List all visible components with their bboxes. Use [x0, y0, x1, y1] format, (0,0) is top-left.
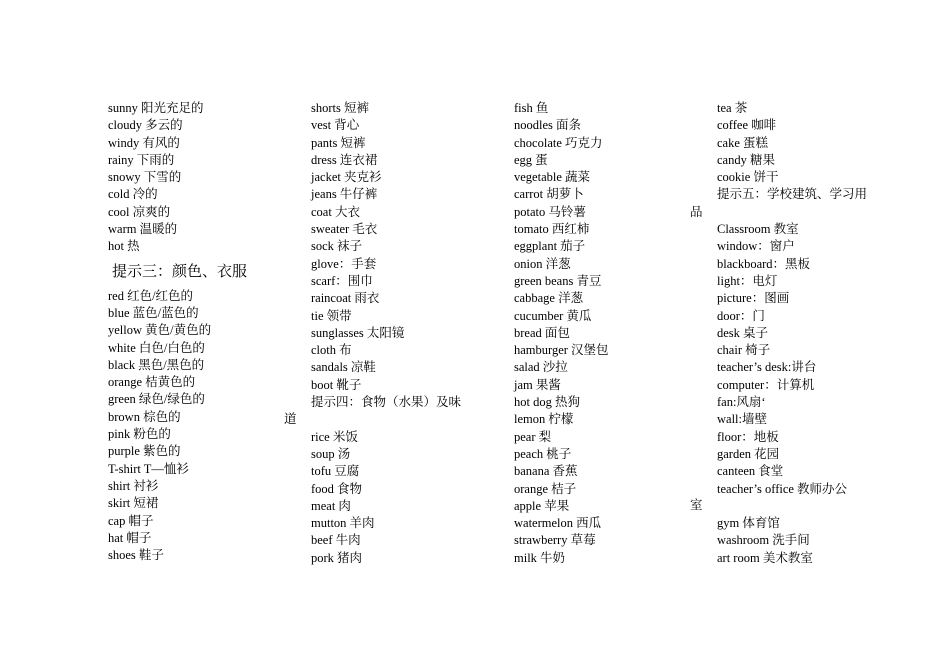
vocab-line: sunglasses 太阳镜: [311, 325, 405, 340]
vocab-line: apple 苹果: [514, 498, 570, 513]
vocab-line: floor：地板: [717, 429, 779, 444]
vocab-line: fish 鱼: [514, 101, 549, 115]
vocab-line: [717, 204, 867, 221]
section-heading: 提示三：颜色、衣服: [112, 263, 248, 280]
vocab-line: purple 紫色的: [108, 444, 181, 459]
vocab-line: teacher’s desk:讲台: [717, 360, 817, 375]
vocab-line: orange 桔黄色的: [108, 375, 196, 390]
vocab-line: raincoat 雨衣: [311, 291, 380, 306]
vocab-line: teacher’s office 教师办公: [717, 481, 848, 496]
vocab-line: salad 沙拉: [514, 360, 568, 375]
vocab-line: carrot 胡萝卜: [514, 187, 584, 202]
vocab-line: cap 帽子: [108, 513, 154, 528]
vocab-line: sweater 毛衣: [311, 222, 378, 237]
vocab-line: cool 凉爽的: [108, 204, 171, 219]
vocab-line: desk 桌子: [717, 325, 769, 340]
vocab-line: vest 背心: [311, 118, 360, 133]
vocab-line: chocolate 巧克力: [514, 135, 603, 150]
vocab-line: peach 桃子: [514, 446, 572, 461]
vocab-line: hot dog 热狗: [514, 395, 580, 410]
vocab-line: windy 有风的: [108, 135, 180, 150]
vocab-line: skirt 短裙: [108, 496, 159, 511]
vocab-line: shoes 鞋子: [108, 548, 164, 563]
vocab-line: green 绿色/绿色的: [108, 392, 205, 407]
vocab-line: candy 糖果: [717, 152, 775, 167]
vocab-line: fan:风扇‘: [717, 395, 766, 410]
vocab-line: chair 椅子: [717, 343, 771, 358]
vocab-line: jeans 牛仔裤: [311, 187, 378, 202]
vocab-line: cookie 饼干: [717, 170, 779, 185]
vocab-line: T-shirt T—恤衫: [108, 461, 189, 476]
vocab-line: jam 果酱: [514, 377, 561, 392]
vocab-line: light：电灯: [717, 273, 778, 288]
vocab-line: jacket 夹克衫: [311, 170, 382, 185]
vocab-line: coat 大衣: [311, 204, 360, 219]
vocab-line: sock 袜子: [311, 239, 363, 254]
vocab-line: sandals 凉鞋: [311, 360, 376, 375]
vocab-line: green beans 青豆: [514, 273, 602, 288]
vocab-line: wall:墙壁: [717, 412, 767, 427]
vocab-line: dress 连衣裙: [311, 152, 378, 167]
vocab-line: tofu 豆腐: [311, 464, 360, 479]
vocab-line: computer：计算机: [717, 377, 815, 392]
vocab-line: shorts 短裤: [311, 101, 369, 115]
vocab-line: art room 美术教室: [717, 550, 813, 565]
vocab-line: [311, 411, 461, 428]
vocab-line: black 黑色/黑色的: [108, 357, 205, 372]
vocab-line: garden 花园: [717, 446, 780, 461]
vocab-line: tea 茶: [717, 101, 748, 115]
column-4: [717, 100, 867, 567]
vocab-line: milk 牛奶: [514, 550, 566, 565]
column-2: [311, 100, 461, 567]
vocab-line: soup 汤: [311, 446, 351, 461]
vocab-line: pork 猪肉: [311, 550, 363, 565]
column-1: [108, 100, 247, 564]
vocab-line: 提示四：食物（水果）及味: [311, 395, 462, 410]
vocab-line: warm 温暖的: [108, 222, 178, 237]
vocab-line: brown 棕色的: [108, 409, 181, 424]
column-3: [514, 100, 609, 567]
vocab-line: hamburger 汉堡包: [514, 343, 609, 358]
vocab-line: vegetable 蔬菜: [514, 170, 591, 185]
vocab-line: white 白色/白色的: [108, 340, 205, 355]
vocab-line: 提示五：学校建筑、学习用: [717, 187, 868, 202]
vocab-line: glove：手套: [311, 256, 377, 271]
vocab-line: food 食物: [311, 481, 363, 496]
vocab-line: tie 领带: [311, 308, 352, 323]
vocab-line: banana 香蕉: [514, 464, 578, 479]
vocab-line: strawberry 草莓: [514, 533, 596, 548]
vocab-line: [717, 498, 867, 515]
vocab-line: washroom 洗手间: [717, 533, 810, 548]
vocab-line: hot 热: [108, 239, 140, 254]
vocab-line: bread 面包: [514, 325, 570, 340]
vocab-line: blackboard：黑板: [717, 256, 811, 271]
vocab-line: noodles 面条: [514, 118, 582, 133]
vocab-line: gym 体育馆: [717, 516, 780, 531]
vocab-line: orange 桔子: [514, 481, 577, 496]
wrapped-char-dao: 道: [284, 412, 297, 426]
vocab-line: door：门: [717, 308, 765, 323]
vocab-line: beef 牛肉: [311, 533, 361, 548]
wrapped-char-pin: 品: [690, 205, 703, 219]
vocab-line: window：窗户: [717, 239, 795, 254]
vocab-line: coffee 咖啡: [717, 118, 777, 133]
vocab-line: meat 肉: [311, 498, 351, 513]
vocab-line: blue 蓝色/蓝色的: [108, 305, 199, 320]
vocab-line: scarf：围巾: [311, 273, 373, 288]
vocab-line: snowy 下雪的: [108, 170, 182, 185]
vocab-line: potato 马铃薯: [514, 204, 586, 219]
vocab-line: tomato 西红柿: [514, 222, 590, 237]
wrapped-char-shi: 室: [690, 498, 703, 512]
vocab-line: pants 短裤: [311, 135, 366, 150]
vocab-line: lemon 柠檬: [514, 412, 574, 427]
vocab-line: yellow 黄色/黄色的: [108, 323, 212, 338]
vocab-line: shirt 衬衫: [108, 478, 159, 493]
vocab-line: cloth 布: [311, 343, 352, 358]
vocab-line: rice 米饭: [311, 429, 358, 444]
vocab-line: sunny 阳光充足的: [108, 101, 204, 115]
vocab-line: cold 冷的: [108, 187, 158, 202]
vocab-line: mutton 羊肉: [311, 516, 375, 531]
vocab-line: egg 蛋: [514, 152, 548, 167]
vocab-line: rainy 下雨的: [108, 152, 175, 167]
vocab-line: cabbage 洋葱: [514, 291, 584, 306]
vocab-line: eggplant 茄子: [514, 239, 586, 254]
vocab-line: boot 靴子: [311, 377, 362, 392]
vocab-line: hat 帽子: [108, 530, 152, 545]
vocab-line: cake 蛋糕: [717, 135, 769, 150]
vocab-line: Classroom 教室: [717, 222, 799, 237]
vocab-line: onion 洋葱: [514, 256, 571, 271]
vocab-line: cucumber 黄瓜: [514, 308, 592, 323]
vocab-line: picture：图画: [717, 291, 790, 306]
vocab-line: watermelon 西瓜: [514, 516, 602, 531]
vocab-line: pear 梨: [514, 429, 552, 444]
vocab-line: red 红色/红色的: [108, 288, 194, 303]
vocab-line: canteen 食堂: [717, 464, 784, 479]
vocab-line: cloudy 多云的: [108, 118, 183, 133]
vocab-line: pink 粉色的: [108, 427, 171, 442]
